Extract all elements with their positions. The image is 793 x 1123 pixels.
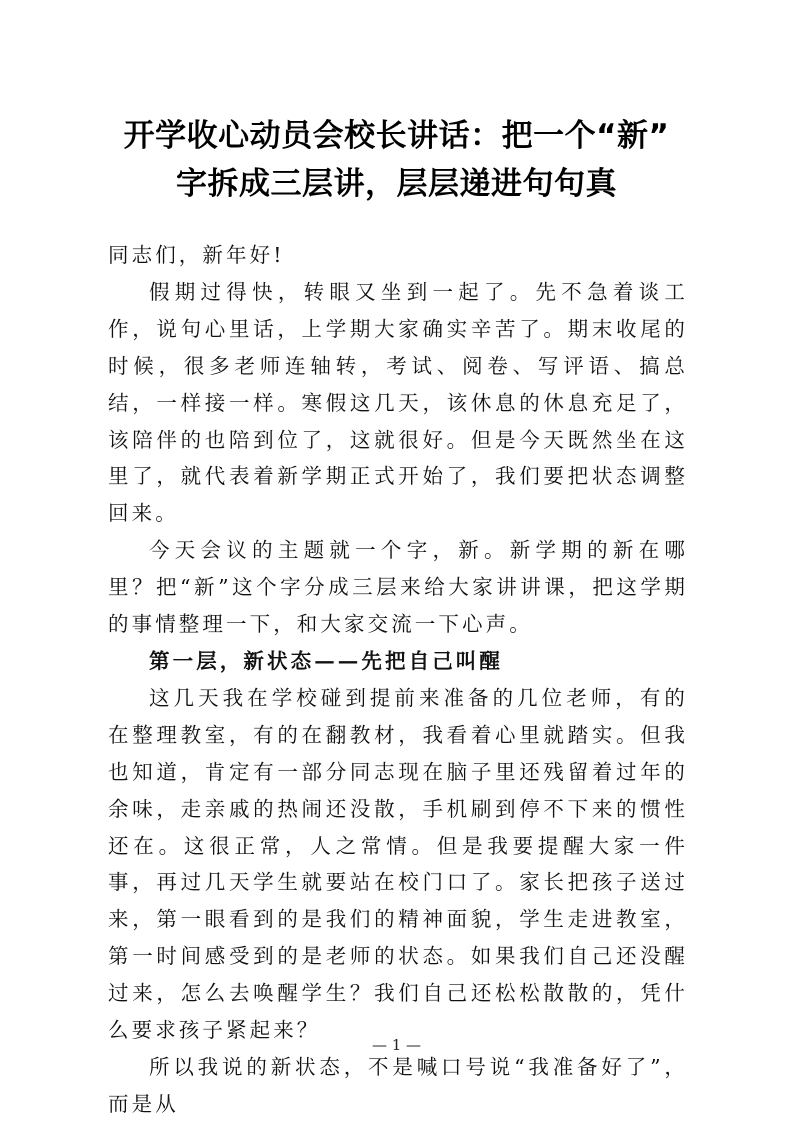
paragraph: 这几天我在学校碰到提前来准备的几位老师，有的在整理教室，有的在翻教材，我看着心里就踏实。但我也知道，肯定有一部分同志现在脑子里还残留着过年的余味，走亲戚的热闹还没散，手机刷到停不下来的惯性还在。这很正常，人之常情。但是我要提醒大家一件事，再过几天学生就要站在校门口了。家长把孩子送过来，第一眼看到的是我们的精神面貌，学生走进教室，第一时间感受到的是老师的状态。如果我们自己还没醒过来，怎么去唤醒学生？我们自己还松松散散的，凭什么要求孩子紧起来？ <box>108 685 688 1043</box>
section-heading: 第一层，新状态——先把自己叫醒 <box>149 648 503 673</box>
salutation: 同志们，新年好! <box>108 243 285 267</box>
document-body <box>108 237 688 1123</box>
document-title <box>80 112 713 208</box>
paragraph: 所以我说的新状态，不是喊口号说“我准备好了”，而是从 <box>108 1054 688 1116</box>
title-line-2: 字拆成三层讲，层层递进句句真 <box>176 166 617 202</box>
paragraph: 假期过得快，转眼又坐到一起了。先不急着谈工作，说句心里话，上学期大家确实辛苦了。期末收尾的时候，很多老师连轴转，考试、阅卷、写评语、搞总结，一样接一样。寒假这几天，该休息的休息充足了，该陪伴的也陪到位了，这就很好。但是今天既然坐在这里了，就代表着新学期正式开始了，我们要把状态调整回来。 <box>108 279 688 526</box>
title-line-1: 开学收心动员会校长讲话：把一个“新” <box>123 118 670 154</box>
page-number: — 1 — <box>371 1036 422 1054</box>
paragraph: 今天会议的主题就一个字，新。新学期的新在哪里？把“新”这个字分成三层来给大家讲讲课，把这学期的事情整理一下，和大家交流一下心声。 <box>108 538 688 637</box>
